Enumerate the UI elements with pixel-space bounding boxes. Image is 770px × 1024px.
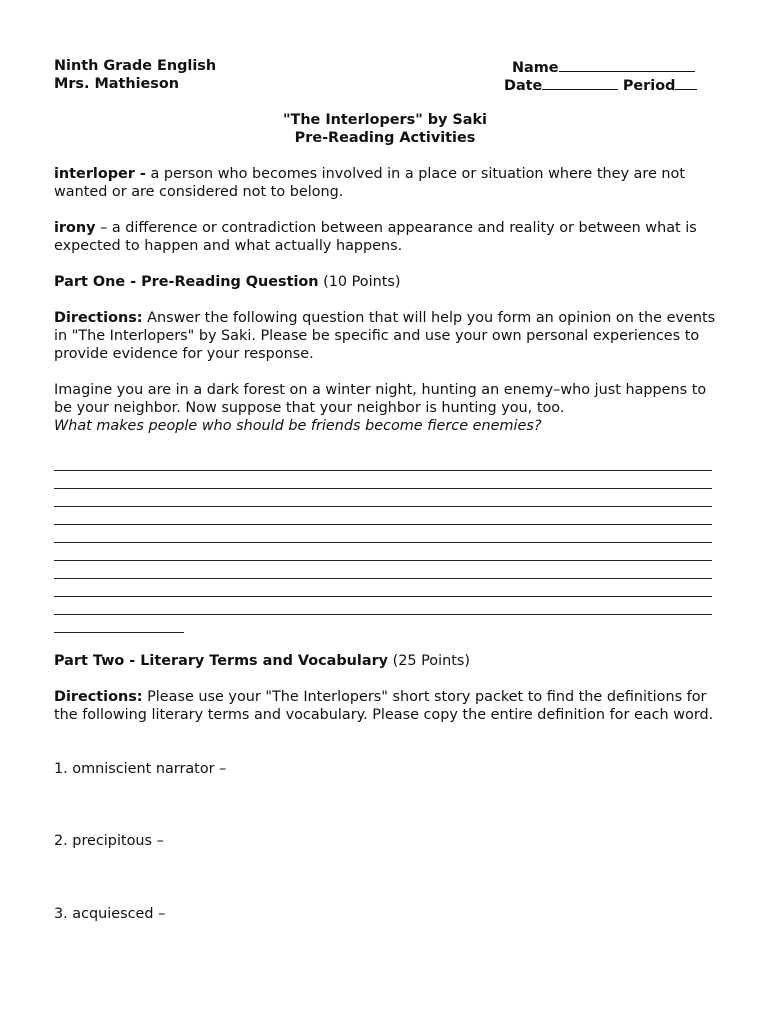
definition-interloper: interloper - a person who becomes involved in a place or situation where they are not wanted or are considered not to belong.	[54, 166, 685, 201]
title-line-1: "The Interlopers" by Saki	[283, 112, 487, 128]
part-two-heading: Part Two - Literary Terms and Vocabulary (25 Points)	[54, 653, 470, 669]
part-one-prompt: Imagine you are in a dark forest on a winter night, hunting an enemy–who just happens to be your neighbor. Now suppose that your neighbor is hunting you, too. What makes people who should be friends become fierce enemies?	[54, 382, 707, 435]
part-one-directions: Directions: Answer the following question that will help you form an opinion on the events in "The Interlopers" by Saki. Please be specific and use your own personal experiences to provide evidence for your response.	[54, 310, 716, 363]
answer-line[interactable]	[54, 578, 712, 579]
teacher-name: Mrs. Mathieson	[54, 76, 180, 92]
name-field[interactable]	[512, 57, 695, 77]
answer-line[interactable]	[54, 488, 712, 489]
title-line-2: Pre-Reading Activities	[294, 130, 476, 146]
answer-line[interactable]	[54, 596, 712, 597]
date-blank[interactable]	[542, 75, 618, 90]
period-label: Period	[622, 78, 676, 94]
vocab-item-acquiesced: 3. acquiesced –	[54, 906, 166, 922]
answer-line[interactable]	[54, 542, 712, 543]
name-label: Name	[512, 60, 559, 76]
answer-line[interactable]	[54, 506, 712, 507]
vocab-item-precipitous: 2. precipitous –	[54, 833, 164, 849]
date-period-field[interactable]	[504, 75, 697, 95]
part-one-question: What makes people who should be friends become fierce enemies?	[54, 418, 542, 435]
answer-line[interactable]	[54, 524, 712, 525]
answer-line[interactable]	[54, 614, 712, 615]
part-two-directions: Directions: Please use your "The Interlopers" short story packet to find the definitions for the following literary terms and vocabulary. Please copy the entire definition for each word.	[54, 689, 714, 724]
part-one-heading: Part One - Pre-Reading Question (10 Points)	[54, 274, 401, 290]
name-blank[interactable]	[559, 57, 695, 72]
answer-line[interactable]	[54, 470, 712, 471]
answer-line[interactable]	[54, 632, 184, 633]
period-blank[interactable]	[675, 75, 697, 90]
definition-irony: irony – a difference or contradiction between appearance and reality or between what is expected to happen and what actually happens.	[54, 220, 697, 255]
date-label: Date	[504, 78, 543, 94]
answer-line[interactable]	[54, 560, 712, 561]
vocab-item-omniscient-narrator: 1. omniscient narrator –	[54, 761, 227, 777]
course-name: Ninth Grade English	[54, 58, 217, 74]
